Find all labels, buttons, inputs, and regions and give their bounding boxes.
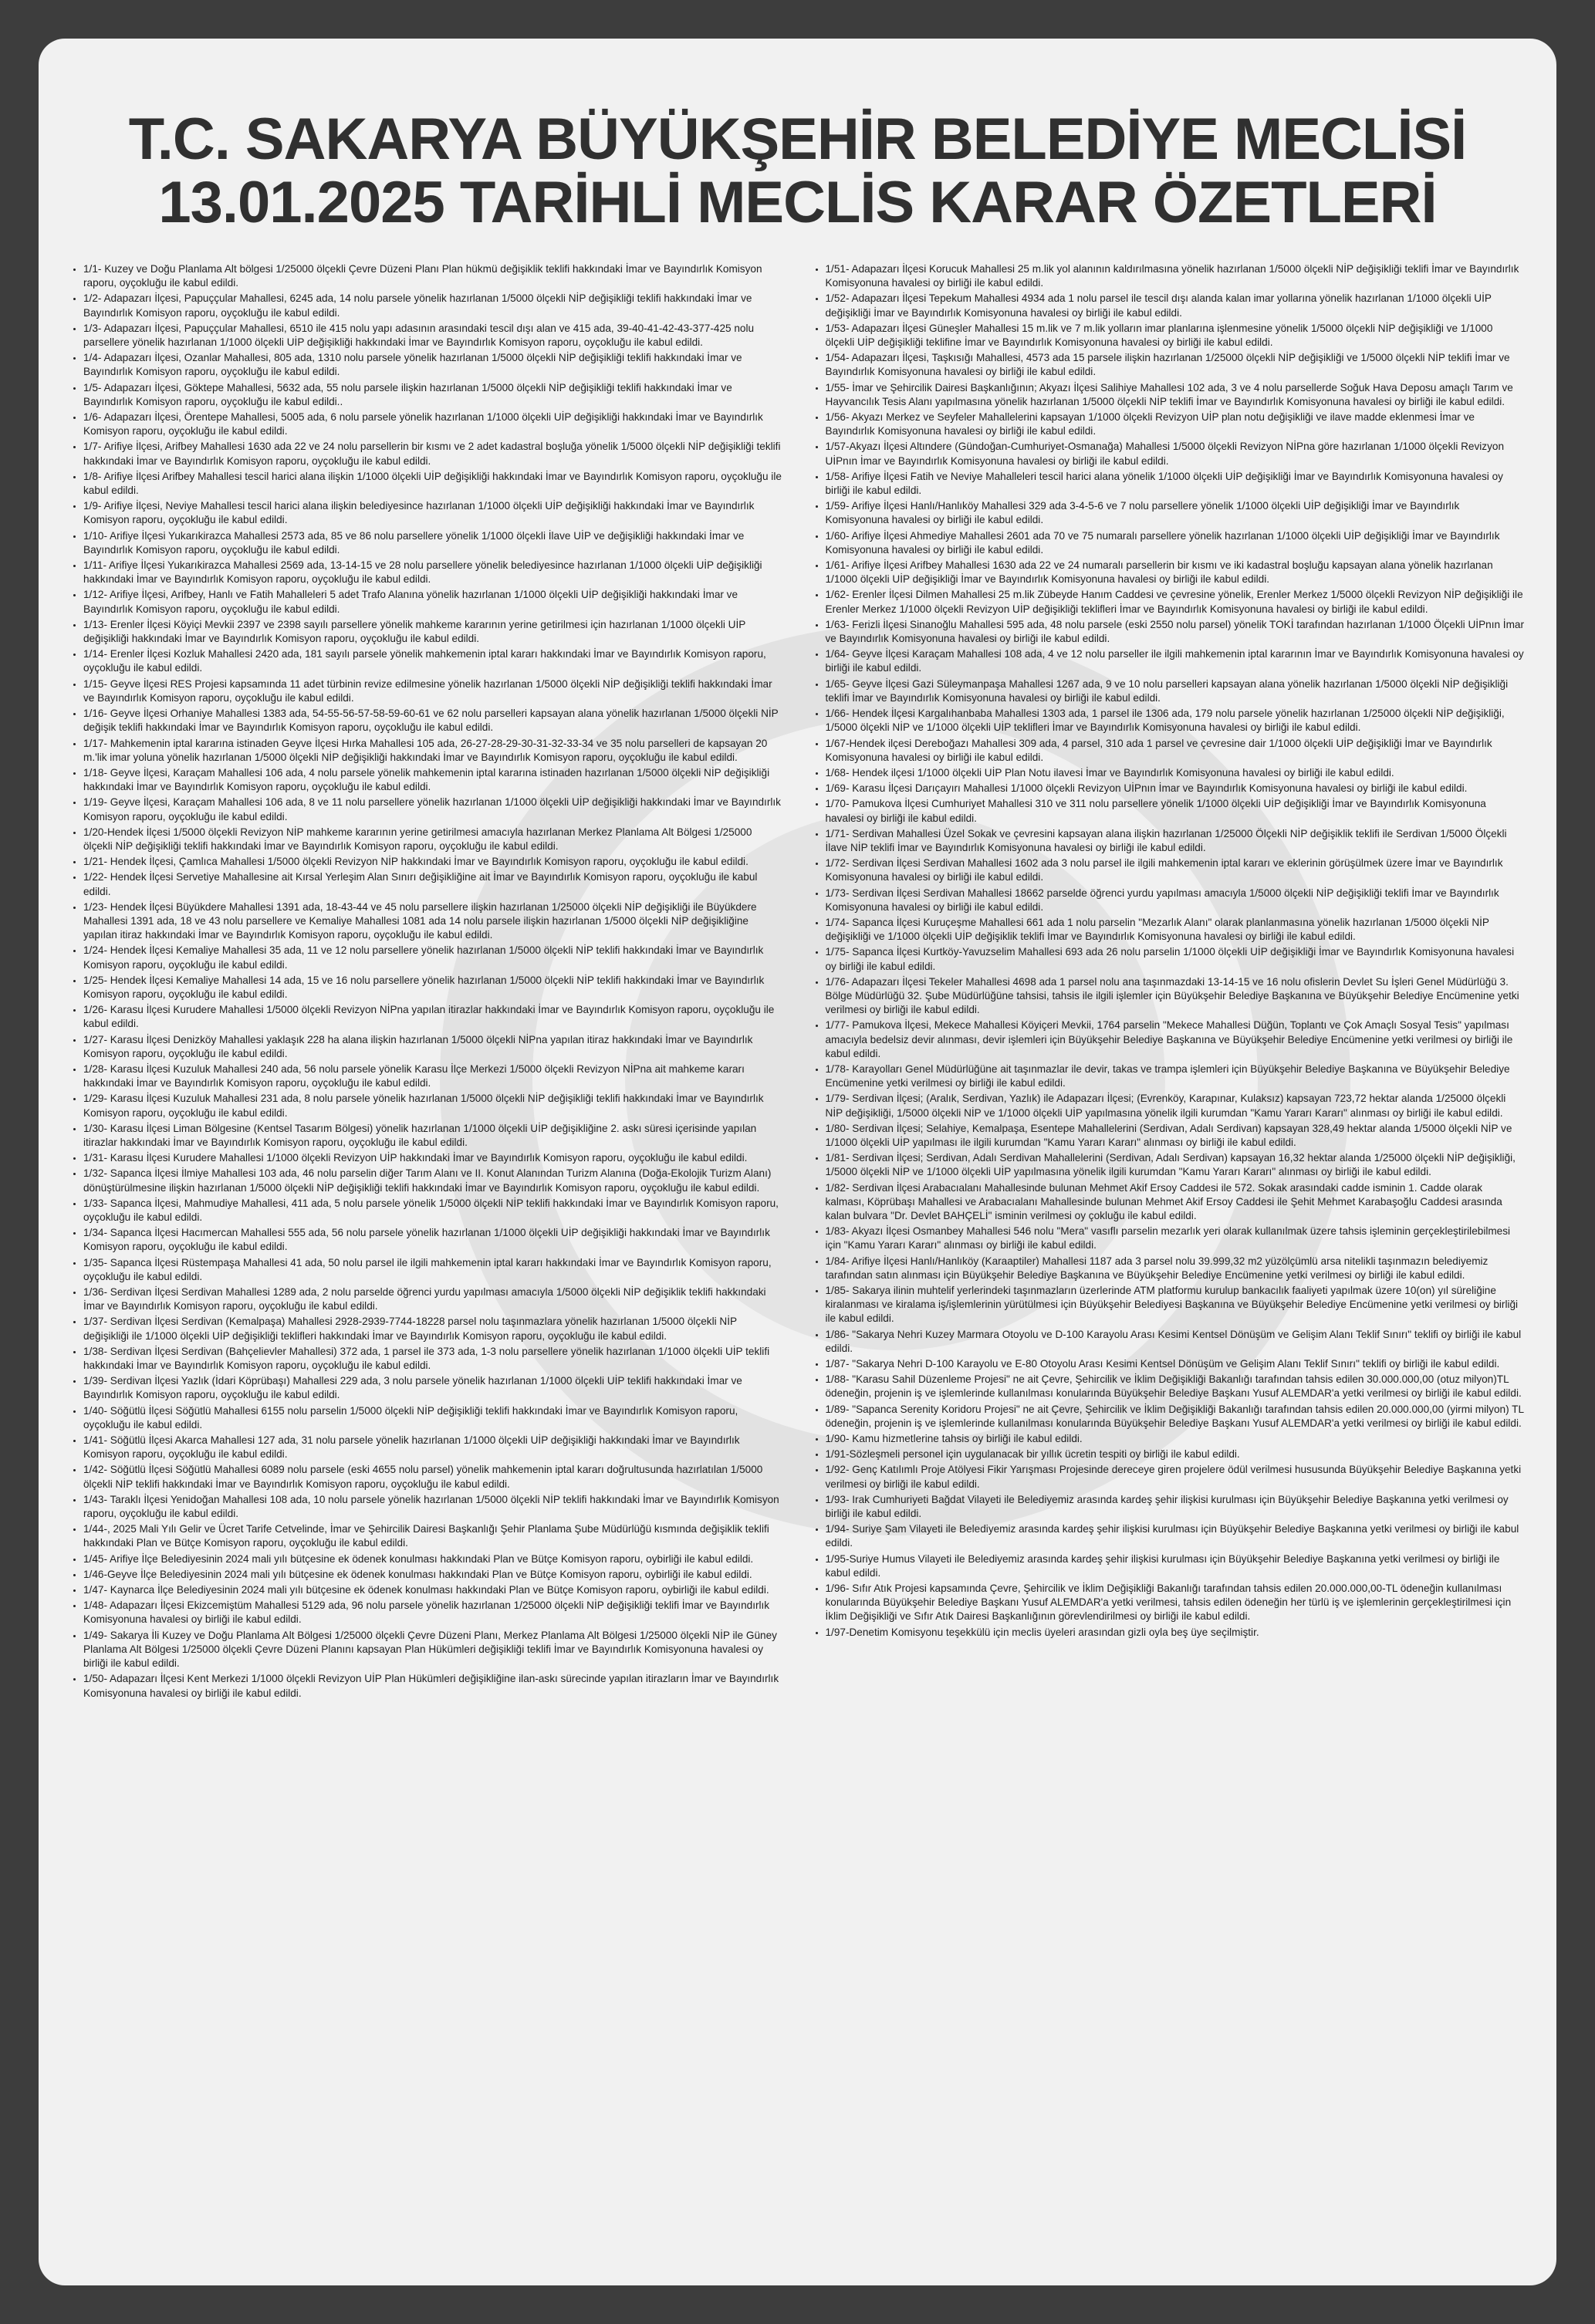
decision-item: • 1/18- Geyve İlçesi, Karaçam Mahallesi 106 ada, 4 nolu parsele yönelik mahkemenin iptal kararına istinaden hazırlanan 1/5000 ölçekli NİP değişikliği hakkındaki İmar ve Bayındırlık Komisyon raporu, oyçokluğu ile kabul edildi. bbox=[83, 766, 782, 794]
decision-item: • 1/39- Serdivan İlçesi Yazlık (İdari Köprübaşı) Mahallesi 229 ada, 3 nolu parsele yönelik hazırlanan 1/1000 ölçekli UİP teklifi hakkındaki İmar ve Bayındırlık Komisyon raporu, oyçokluğu ile kabul edildi. bbox=[83, 1374, 782, 1402]
decision-item: • 1/94- Suriye Şam Vilayeti ile Belediyemiz arasında kardeş şehir ilişkisi kurulması için Büyükşehir Belediye Başkanına yetki verilmesi oy birliği ile kabul edildi. bbox=[826, 1522, 1525, 1550]
decision-item: • 1/88- "Karasu Sahil Düzenleme Projesi" ne ait Çevre, Şehircilik ve İklim Değişikliği Bakanlığı tarafından tahsis edilen 30.000.000,00 (otuz milyon)TL ödeneğin, projenin iş ve işlemlerinde kullanılması konularında Büyükşehir Belediye Başkanı Yusuf ALEMDAR'a yetki verilmesi oy birliği ile kabul edildi. bbox=[826, 1373, 1525, 1400]
decision-item: • 1/59- Arifiye İlçesi Hanlı/Hanlıköy Mahallesi 329 ada 3-4-5-6 ve 7 nolu parsellere yönelik 1/1000 ölçekli UİP değişikliği İmar ve Bayındırlık Komisyonuna havalesi oy birliği ile kabul edildi. bbox=[826, 499, 1525, 527]
decision-item: • 1/41- Söğütlü İlçesi Akarca Mahallesi 127 ada, 31 nolu parsele yönelik hazırlanan 1/1000 ölçekli UİP değişikliği hakkındaki İmar ve Bayındırlık Komisyon raporu, oyçokluğu ile kabul edildi. bbox=[83, 1434, 782, 1461]
title-line-2: 13.01.2025 TARİHLİ MECLİS KARAR ÖZETLERİ bbox=[158, 170, 1437, 235]
decision-item: • 1/91-Sözleşmeli personel için uygulanacak bir yıllık ücretin tespiti oy birliği ile kabul edildi. bbox=[826, 1447, 1525, 1461]
decision-item: • 1/64- Geyve İlçesi Karaçam Mahallesi 108 ada, 4 ve 12 nolu parseller ile ilgili mahkemenin iptal kararının İmar ve Bayındırlık Komisyonuna havalesi oy birliği ile kabul edildi. bbox=[826, 647, 1525, 675]
decision-item: • 1/95-Suriye Humus Vilayeti ile Belediyemiz arasında kardeş şehir ilişkisi kurulması için Büyükşehir Belediye Başkanına yetki verilmesi oy birliği ile kabul edildi. bbox=[826, 1552, 1525, 1580]
decision-item: • 1/7- Arifiye İlçesi, Arifbey Mahallesi 1630 ada 22 ve 24 nolu parsellerin bir kısmı ve 2 adet kadastral boşluğa yönelik 1/5000 ölçekli NİP değişikliği teklifi hakkındaki İmar ve Bayındırlık Komisyon raporu, oyçokluğu ile kabul edildi. bbox=[83, 440, 782, 468]
decision-item: • 1/78- Karayolları Genel Müdürlüğüne ait taşınmazlar ile devir, takas ve trampa işlemleri için Büyükşehir Belediye Başkanına ve Büyükşehir Belediye Encümenine yetki verilmesi oy birliği ile kabul edildi. bbox=[826, 1062, 1525, 1090]
decision-item: • 1/28- Karasu İlçesi Kuzuluk Mahallesi 240 ada, 56 nolu parsele yönelik Karasu İlçe Merkezi 1/5000 ölçekli Revizyon NİPna ait mahkeme kararı hakkındaki İmar ve Bayındırlık Komisyon raporu, oyçokluğu ile kabul edildi. bbox=[83, 1062, 782, 1090]
decision-columns bbox=[71, 262, 1524, 2258]
decision-item: • 1/83- Akyazı İlçesi Osmanbey Mahallesi 546 nolu "Mera" vasıflı parselin mezarlık yeri olarak kullanılmak üzere tahsis işleminin gerçekleştirilebilmesi için "Kamu Yararı Kararı" alınması oy birliği ile kabul edildi. bbox=[826, 1224, 1525, 1252]
decision-item: • 1/93- Irak Cumhuriyeti Bağdat Vilayeti ile Belediyemiz arasında kardeş şehir ilişkisi kurulması için Büyükşehir Belediye Başkanına yetki verilmesi oy birliği ile kabul edildi. bbox=[826, 1493, 1525, 1521]
decision-item: • 1/47- Kaynarca İlçe Belediyesinin 2024 mali yılı bütçesine ek ödenek konulması hakkındaki Plan ve Bütçe Komisyon raporu, oybirliği ile kabul edildi. bbox=[83, 1583, 782, 1597]
title-line-1: T.C. SAKARYA BÜYÜKŞEHİR BELEDİYE MECLİSİ bbox=[128, 106, 1467, 172]
decision-item: • 1/67-Hendek ilçesi Dereboğazı Mahallesi 309 ada, 4 parsel, 310 ada 1 parsel ve çevresine dair 1/1000 ölçekli UİP değişikliği İmar ve Bayındırlık Komisyonuna havalesi oy birliği ile kabul edildi. bbox=[826, 737, 1525, 765]
decision-item: • 1/72- Serdivan İlçesi Serdivan Mahallesi 1602 ada 3 nolu parsel ile ilgili mahkemenin iptal kararı ve eklerinin görüşülmek üzere İmar ve Bayındırlık Komisyonuna havalesi oy birliği ile kabul edildi. bbox=[826, 856, 1525, 884]
decision-item: • 1/54- Adapazarı İlçesi, Taşkısığı Mahallesi, 4573 ada 15 parsele ilişkin hazırlanan 1/25000 ölçekli NİP değişikliği ve 1/5000 ölçekli NİP teklifi İmar ve Bayındırlık Komisyonuna havalesi oy birliği ile kabul edildi. bbox=[826, 351, 1525, 379]
decision-item: • 1/40- Söğütlü İlçesi Söğütlü Mahallesi 6155 nolu parselin 1/5000 ölçekli NİP değişikliği teklifi hakkındaki İmar ve Bayındırlık Komisyon raporu, oyçokluğu ile kabul edildi. bbox=[83, 1404, 782, 1432]
decision-item: • 1/97-Denetim Komisyonu teşekkülü için meclis üyeleri arasından gizli oyla beş üye seçilmiştir. bbox=[826, 1626, 1525, 1640]
decision-item: • 1/5- Adapazarı İlçesi, Göktepe Mahallesi, 5632 ada, 55 nolu parsele ilişkin hazırlanan 1/5000 ölçekli NİP değişikliği teklifi hakkındaki İmar ve Bayındırlık Komisyon raporu, oyçokluğu ile kabul edildi.. bbox=[83, 381, 782, 409]
decision-item: • 1/53- Adapazarı İlçesi Güneşler Mahallesi 15 m.lik ve 7 m.lik yolların imar planlarına işlenmesine yönelik 1/5000 ölçekli NİP değişikliği ve 1/1000 ölçekli UİP değişikliği teklifine İmar ve Bayındırlık Komisyonuna havalesi oy birliği ile kabul edildi. bbox=[826, 322, 1525, 350]
decision-item: • 1/68- Hendek ilçesi 1/1000 ölçekli UİP Plan Notu ilavesi İmar ve Bayındırlık Komisyonuna havalesi oy birliği ile kabul edildi. bbox=[826, 766, 1525, 780]
decision-item: • 1/44-, 2025 Mali Yılı Gelir ve Ücret Tarife Cetvelinde, İmar ve Şehircilik Dairesi Başkanlığı Şehir Planlama Şube Müdürlüğü kısmında değişiklik teklifi hakkındaki Plan ve Bütçe Komisyon raporu, oyçokluğu ile kabul edildi. bbox=[83, 1522, 782, 1550]
decision-item: • 1/60- Arifiye İlçesi Ahmediye Mahallesi 2601 ada 70 ve 75 numaralı parsellere yönelik hazırlanan 1/1000 ölçekli UİP değişikliği İmar ve Bayındırlık Komisyonuna havalesi oy birliği ile kabul edildi. bbox=[826, 529, 1525, 557]
decision-item: • 1/6- Adapazarı İlçesi, Örentepe Mahallesi, 5005 ada, 6 nolu parsele yönelik hazırlanan 1/1000 ölçekli UİP değişikliği hakkındaki İmar ve Bayındırlık Komisyon raporu, oyçokluğu ile kabul edildi. bbox=[83, 410, 782, 438]
decision-item: • 1/66- Hendek İlçesi Kargalıhanbaba Mahallesi 1303 ada, 1 parsel ile 1306 ada, 179 nolu parsele yönelik hazırlanan 1/25000 ölçekli NİP değişikliği, 1/5000 ölçekli NİP ve 1/1000 ölçekli UİP teklifleri İmar ve Bayındırlık Komisyonuna havalesi oy birliği ile kabul edildi. bbox=[826, 707, 1525, 735]
document-sheet bbox=[39, 39, 1556, 2285]
decision-item: • 1/17- Mahkemenin iptal kararına istinaden Geyve İlçesi Hırka Mahallesi 105 ada, 26-27-28-29-30-31-32-33-34 ve 35 nolu parselleri de kapsayan 20 m.'lik imar yoluna yönelik hazırlanan 1/5000 ölçekli NİP değişikliği hakkındaki İmar ve Bayındırlık Komisyon raporu, oyçokluğu ile kabul edildi. bbox=[83, 737, 782, 765]
decision-item: • 1/58- Arifiye İlçesi Fatih ve Neviye Mahalleleri tescil harici alana yönelik 1/1000 ölçekli UİP değişikliği İmar ve Bayındırlık Komisyonuna havalesi oy birliği ile kabul edildi. bbox=[826, 470, 1525, 498]
decision-item: • 1/13- Erenler İlçesi Köyiçi Mevkii 2397 ve 2398 sayılı parsellere yönelik mahkeme kararının yerine getirilmesi için hazırlanan 1/1000 ölçekli UİP değişikliği hakkındaki İmar ve Bayındırlık Komisyon raporu, oyçokluğu ile kabul edildi. bbox=[83, 618, 782, 646]
decision-item: • 1/11- Arifiye İlçesi Yukarıkirazca Mahallesi 2569 ada, 13-14-15 ve 28 nolu parsellere yönelik belediyesince hazırlanan 1/1000 ölçekli UİP değişikliği hakkındaki İmar ve Bayındırlık Komisyon raporu, oyçokluğu ile kabul edildi. bbox=[83, 559, 782, 586]
decision-item: • 1/26- Karasu İlçesi Kurudere Mahallesi 1/5000 ölçekli Revizyon NİPna yapılan itirazlar hakkındaki İmar ve Bayındırlık Komisyon raporu, oyçokluğu ile kabul edildi. bbox=[83, 1003, 782, 1031]
decision-item: • 1/36- Serdivan İlçesi Serdivan Mahallesi 1289 ada, 2 nolu parselde öğrenci yurdu yapılması amacıyla 1/5000 ölçekli NİP değişiklik teklifi hakkındaki İmar ve Bayındırlık Komisyon raporu, oyçokluğu ile kabul edildi. bbox=[83, 1285, 782, 1313]
decision-item: • 1/10- Arifiye İlçesi Yukarıkirazca Mahallesi 2573 ada, 85 ve 86 nolu parsellere yönelik 1/1000 ölçekli İlave UİP ve değişikliği hakkındaki İmar ve Bayındırlık Komisyon raporu, oyçokluğu ile kabul edildi. bbox=[83, 529, 782, 557]
right-column bbox=[813, 262, 1525, 2258]
decision-item: • 1/65- Geyve İlçesi Gazi Süleymanpaşa Mahallesi 1267 ada, 9 ve 10 nolu parselleri kapsayan alana yönelik hazırlanan 1/5000 ölçekli NİP değişikliği teklifi İmar ve Bayındırlık Komisyonuna havalesi oy birliği ile kabul edildi. bbox=[826, 677, 1525, 705]
decision-item: • 1/55- İmar ve Şehircilik Dairesi Başkanlığının; Akyazı İlçesi Salihiye Mahallesi 102 ada, 3 ve 4 nolu parsellerde Soğuk Hava Deposu amaçlı Tarım ve Hayvancılık Tesis Alanı yapılmasına yönelik hazırlanan 1/5000 ölçekli NİP teklifi İmar ve Bayındırlık Komisyonuna havalesi oy birliği ile kabul edildi. bbox=[826, 381, 1525, 409]
decision-item: • 1/23- Hendek İlçesi Büyükdere Mahallesi 1391 ada, 18-43-44 ve 45 nolu parsellere ilişkin hazırlanan 1/25000 ölçekli NİP değişikliği ile Büyükdere Mahallesi 1391 ada, 18 ve 43 nolu parsellere ve Kemaliye Mahallesi 1081 ada 14 nolu parsele ilişkin hazırlanan 1/5000 ölçekli NİP değişikliğine yapılan itiraz hakkındaki İmar ve Bayındırlık Komisyon raporu, oyçokluğu ile kabul edildi. bbox=[83, 900, 782, 943]
decision-item: • 1/33- Sapanca İlçesi, Mahmudiye Mahallesi, 411 ada, 5 nolu parsele yönelik 1/5000 ölçekli NİP teklifi hakkındaki İmar ve Bayındırlık Komisyon raporu, oyçokluğu ile kabul edildi. bbox=[83, 1197, 782, 1224]
decision-item: • 1/87- "Sakarya Nehri D-100 Karayolu ve E-80 Otoyolu Arası Kesimi Kentsel Dönüşüm ve Gelişim Alanı Teklif Sınırı" teklifi oy birliği ile kabul edildi. bbox=[826, 1357, 1525, 1371]
decision-item: • 1/12- Arifiye İlçesi, Arifbey, Hanlı ve Fatih Mahalleleri 5 adet Trafo Alanına yönelik hazırlanan 1/1000 ölçekli UİP değişikliği hakkındaki İmar ve Bayındırlık Komisyon raporu, oyçokluğu ile kabul edildi. bbox=[83, 588, 782, 616]
decision-item: • 1/57-Akyazı İlçesi Altındere (Gündoğan-Cumhuriyet-Osmanağa) Mahallesi 1/5000 ölçekli Revizyon NİPna göre hazırlanan 1/1000 ölçekli Revizyon UİPnın İmar ve Bayındırlık Komisyonuna havalesi oy birliği ile kabul edildi. bbox=[826, 440, 1525, 468]
decision-item: • 1/45- Arifiye İlçe Belediyesinin 2024 mali yılı bütçesine ek ödenek konulması hakkındaki Plan ve Bütçe Komisyon raporu, oybirliği ile kabul edildi. bbox=[83, 1552, 782, 1566]
decision-item: • 1/4- Adapazarı İlçesi, Ozanlar Mahallesi, 805 ada, 1310 nolu parsele yönelik hazırlanan 1/5000 ölçekli NİP değişikliği teklifi hakkındaki İmar ve Bayındırlık Komisyon raporu, oyçokluğu ile kabul edildi. bbox=[83, 351, 782, 379]
decision-item: • 1/90- Kamu hizmetlerine tahsis oy birliği ile kabul edildi. bbox=[826, 1432, 1525, 1446]
decision-item: • 1/9- Arifiye İlçesi, Neviye Mahallesi tescil harici alana ilişkin belediyesince hazırlanan 1/1000 ölçekli UİP değişikliği hakkındaki İmar ve Bayındırlık Komisyon raporu, oyçokluğu ile kabul edildi. bbox=[83, 499, 782, 527]
decision-item: • 1/32- Sapanca İlçesi İlmiye Mahallesi 103 ada, 46 nolu parselin diğer Tarım Alanı ve II. Konut Alanından Turizm Alanına (Doğa-Ekolojik Turizm Alanı) dönüştürülmesine ilişkin hazırlanan 1/5000 ölçekli NİP değişikliği teklifi hakkındaki İmar ve Bayındırlık Komisyon raporu, oyçokluğu ile kabul edildi. bbox=[83, 1167, 782, 1194]
decision-item: • 1/70- Pamukova İlçesi Cumhuriyet Mahallesi 310 ve 311 nolu parsellere yönelik 1/1000 ölçekli UİP değişikliği İmar ve Bayındırlık Komisyonuna havalesi oy birliği ile kabul edildi. bbox=[826, 797, 1525, 825]
decision-item: • 1/76- Adapazarı İlçesi Tekeler Mahallesi 4698 ada 1 parsel nolu ana taşınmazdaki 13-14-15 ve 16 nolu ofislerin Devlet Su İşleri Genel Müdürlüğü 3. Bölge Müdürlüğü 32. Şube Müdürlüğüne tahsisi, tahsis ile ilgili işlemler için Büyükşehir Belediye Başkanına ve Büyükşehir Belediye Encümenine yetki verilmesi oy birliği ile kabul edildi. bbox=[826, 975, 1525, 1018]
decision-item: • 1/22- Hendek İlçesi Servetiye Mahallesine ait Kırsal Yerleşim Alan Sınırı değişikliğine ait İmar ve Bayındırlık Komisyon raporu, oyçokluğu ile kabul edildi. bbox=[83, 870, 782, 898]
left-decision-list bbox=[71, 262, 782, 1701]
decision-item: • 1/62- Erenler İlçesi Dilmen Mahallesi 25 m.lik Zübeyde Hanım Caddesi ve çevresine yönelik, Erenler Merkez 1/5000 ölçekli Revizyon NİP değişikliği ile Erenler Merkez 1/1000 ölçekli Revizyon UİP değişikliği teklifleri İmar ve Bayındırlık Komisyonuna havalesi oy birliği ile kabul edildi. bbox=[826, 588, 1525, 616]
decision-item: • 1/80- Serdivan İlçesi; Selahiye, Kemalpaşa, Esentepe Mahallelerini (Serdivan, Adalı Serdivan) kapsayan 328,49 hektar alanda 1/5000 ölçekli NİP ve 1/1000 ölçekli UİP yapılması ile ilgili kurumdan "Kamu Yararı Kararı" alınması oy birliği ile kabul edildi. bbox=[826, 1122, 1525, 1150]
decision-item: • 1/92- Genç Katılımlı Proje Atölyesi Fikir Yarışması Projesinde dereceye giren projelere ödül verilmesi hususunda Büyükşehir Belediye Başkanına yetki verilmesi oy birliği ile kabul edildi. bbox=[826, 1463, 1525, 1491]
decision-item: • 1/86- "Sakarya Nehri Kuzey Marmara Otoyolu ve D-100 Karayolu Arası Kesimi Kentsel Dönüşüm ve Gelişim Alanı Teklif Sınırı" teklifi oy birliği ile kabul edildi. bbox=[826, 1328, 1525, 1356]
decision-item: • 1/81- Serdivan İlçesi; Serdivan, Adalı Serdivan Mahallelerini (Serdivan, Adalı Serdivan) kapsayan 16,32 hektar alanda 1/25000 ölçekli NİP değişikliği, 1/5000 ölçekli NİP ve 1/1000 ölçekli UİP yapılmasına yönelik ilgili kurumdan "Kamu Yararı Kararı" alınması oy birliği ile kabul edildi. bbox=[826, 1151, 1525, 1179]
decision-item: • 1/43- Taraklı İlçesi Yenidoğan Mahallesi 108 ada, 10 nolu parsele yönelik hazırlanan 1/5000 ölçekli NİP teklifi hakkındaki İmar ve Bayındırlık Komisyon raporu, oyçokluğu ile kabul edildi. bbox=[83, 1493, 782, 1521]
decision-item: • 1/89- "Sapanca Serenity Koridoru Projesi" ne ait Çevre, Şehircilik ve İklim Değişikliği Bakanlığı tarafından tahsis edilen 20.000.000,00 (yirmi milyon) TL ödeneğin, projenin iş ve işlemlerinde kullanılması konularında Büyükşehir Belediye Başkanı Yusuf ALEMDAR'a yetki verilmesi oy birliği ile kabul edildi. bbox=[826, 1403, 1525, 1431]
decision-item: • 1/20-Hendek İlçesi 1/5000 ölçekli Revizyon NİP mahkeme kararının yerine getirilmesi amacıyla hazırlanan Merkez Planlama Alt Bölgesi 1/25000 ölçekli NİP değişikliği teklifi hakkındaki İmar ve Bayındırlık Komisyon raporu, oyçokluğu ile kabul edildi. bbox=[83, 826, 782, 853]
decision-item: • 1/27- Karasu İlçesi Denizköy Mahallesi yaklaşık 228 ha alana ilişkin hazırlanan 1/5000 ölçekli NİPna yapılan itiraz hakkındaki İmar ve Bayındırlık Komisyon raporu, oyçokluğu ile kabul edildi. bbox=[83, 1033, 782, 1061]
left-column bbox=[71, 262, 782, 2258]
decision-item: • 1/30- Karasu İlçesi Liman Bölgesine (Kentsel Tasarım Bölgesi) yönelik hazırlanan 1/1000 ölçekli UİP değişikliğine 2. askı süresi içerisinde yapılan itirazlar hakkındaki İmar ve Bayındırlık Komisyon raporu, oyçokluğu ile kabul edildi. bbox=[83, 1122, 782, 1150]
decision-item: • 1/61- Arifiye İlçesi Arifbey Mahallesi 1630 ada 22 ve 24 numaralı parsellerin bir kısmı ve iki kadastral boşluğu kapsayan alana yönelik hazırlanan 1/1000 ölçekli UİP değişikliği İmar ve Bayındırlık Komisyonuna havalesi oy birliği ile kabul edildi. bbox=[826, 559, 1525, 586]
decision-item: • 1/8- Arifiye İlçesi Arifbey Mahallesi tescil harici alana ilişkin 1/1000 ölçekli UİP değişikliği hakkındaki İmar ve Bayındırlık Komisyon raporu, oyçokluğu ile kabul edildi. bbox=[83, 470, 782, 498]
decision-item: • 1/69- Karasu İlçesi Darıçayırı Mahallesi 1/1000 ölçekli Revizyon UİPnın İmar ve Bayındırlık Komisyonuna havalesi oy birliği ile kabul edildi. bbox=[826, 782, 1525, 795]
decision-item: • 1/1- Kuzey ve Doğu Planlama Alt bölgesi 1/25000 ölçekli Çevre Düzeni Planı Plan hükmü değişiklik teklifi hakkındaki İmar ve Bayındırlık Komisyon raporu, oyçokluğu ile kabul edildi. bbox=[83, 262, 782, 290]
decision-item: • 1/77- Pamukova İlçesi, Mekece Mahallesi Köyiçeri Mevkii, 1764 parselin "Mekece Mahallesi Düğün, Toplantı ve Çok Amaçlı Sosyal Tesis" yapılması amacıyla bedelsiz devir alınması, devir işlemleri için Büyükşehir Belediye Başkanına ve Büyükşehir Belediye Encümenine yetki verilmesi oy birliği ile kabul edildi. bbox=[826, 1018, 1525, 1061]
decision-item: • 1/35- Sapanca İlçesi Rüstempaşa Mahallesi 41 ada, 50 nolu parsel ile ilgili mahkemenin iptal kararı hakkındaki İmar ve Bayındırlık Komisyon raporu, oyçokluğu ile kabul edildi. bbox=[83, 1256, 782, 1284]
decision-item: • 1/71- Serdivan Mahallesi Üzel Sokak ve çevresini kapsayan alana ilişkin hazırlanan 1/25000 Ölçekli NİP değişiklik teklifi ile Serdivan 1/5000 Ölçekli İlave NİP teklifi İmar ve Bayındırlık Komisyonuna havalesi oy birliği ile kabul edildi. bbox=[826, 827, 1525, 855]
decision-item: • 1/84- Arifiye İlçesi Hanlı/Hanlıköy (Karaaptiler) Mahallesi 1187 ada 3 parsel nolu 39.999,32 m2 yüzölçümlü arsa nitelikli taşınmazın belediyemiz tarafından satın alınması için Büyükşehir Belediye Başkanına ve Büyükşehir Belediye Encümenine yetki verilmesi oy birliği ile kabul edildi. bbox=[826, 1255, 1525, 1282]
decision-item: • 1/31- Karasu İlçesi Kurudere Mahallesi 1/1000 ölçekli Revizyon UİP hakkındaki İmar ve Bayındırlık Komisyon raporu, oyçokluğu ile kabul edildi. bbox=[83, 1151, 782, 1165]
decision-item: • 1/29- Karasu İlçesi Kuzuluk Mahallesi 231 ada, 8 nolu parsele yönelik hazırlanan 1/5000 ölçekli NİP değişikliği teklifi hakkındaki İmar ve Bayındırlık Komisyon raporu, oyçokluğu ile kabul edildi. bbox=[83, 1092, 782, 1120]
decision-item: • 1/15- Geyve İlçesi RES Projesi kapsamında 11 adet türbinin revize edilmesine yönelik hazırlanan 1/5000 ölçekli NİP değişikliği teklifi hakkındaki İmar ve Bayındırlık Komisyon raporu, oyçokluğu ile kabul edildi. bbox=[83, 677, 782, 705]
decision-item: • 1/75- Sapanca İlçesi Kurtköy-Yavuzselim Mahallesi 693 ada 26 nolu parselin 1/1000 ölçekli UİP değişikliği İmar ve Bayındırlık Komisyonuna havalesi oy birliği ile kabul edildi. bbox=[826, 945, 1525, 973]
decision-item: • 1/52- Adapazarı İlçesi Tepekum Mahallesi 4934 ada 1 nolu parsel ile tescil dışı alanda kalan imar yollarına yönelik hazırlanan 1/1000 ölçekli UİP değişikliği İmar ve Bayındırlık Komisyonuna havalesi oy birliği ile kabul edildi. bbox=[826, 292, 1525, 319]
decision-item: • 1/19- Geyve İlçesi, Karaçam Mahallesi 106 ada, 8 ve 11 nolu parsellere yönelik hazırlanan 1/1000 ölçekli UİP değişikliği hakkındaki İmar ve Bayındırlık Komisyon raporu, oyçokluğu ile kabul edildi. bbox=[83, 795, 782, 823]
decision-item: • 1/3- Adapazarı İlçesi, Papuççular Mahallesi, 6510 ile 415 nolu yapı adasının arasındaki tescil dışı alan ve 415 ada, 39-40-41-42-43-377-425 nolu parsellere yönelik hazırlanan 1/1000 ölçekli UİP değişikliği hakkındaki İmar ve Bayındırlık Komisyon raporu, oyçokluğu ile kabul edildi. bbox=[83, 322, 782, 350]
decision-item: • 1/14- Erenler İlçesi Kozluk Mahallesi 2420 ada, 181 sayılı parsele yönelik mahkemenin iptal kararı hakkındaki İmar ve Bayındırlık Komisyon raporu, oyçokluğu ile kabul edildi. bbox=[83, 647, 782, 675]
decision-item: • 1/24- Hendek İlçesi Kemaliye Mahallesi 35 ada, 11 ve 12 nolu parsellere yönelik hazırlanan 1/5000 ölçekli NİP teklifi hakkındaki İmar ve Bayındırlık Komisyon raporu, oyçokluğu ile kabul edildi. bbox=[83, 944, 782, 971]
decision-item: • 1/73- Serdivan İlçesi Serdivan Mahallesi 18662 parselde öğrenci yurdu yapılması amacıyla 1/5000 ölçekli NİP değişikliği teklifi İmar ve Bayındırlık Komisyonuna havalesi oy birliği ile kabul edildi. bbox=[826, 887, 1525, 914]
decision-item: • 1/63- Ferizli İlçesi Sinanoğlu Mahallesi 595 ada, 48 nolu parsele (eski 2550 nolu parsel) yönelik TOKİ tarafından hazırlanan 1/1000 Ölçekli UİPnın İmar ve Bayındırlık Komisyonuna havalesi oy birliği ile kabul edildi. bbox=[826, 618, 1525, 646]
decision-item: • 1/34- Sapanca İlçesi Hacımercan Mahallesi 555 ada, 56 nolu parsele yönelik hazırlanan 1/1000 ölçekli UİP değişikliği hakkındaki İmar ve Bayındırlık Komisyon raporu, oyçokluğu ile kabul edildi. bbox=[83, 1226, 782, 1254]
decision-item: • 1/42- Söğütlü İlçesi Söğütlü Mahallesi 6089 nolu parsele (eski 4655 nolu parsel) yönelik mahkemenin iptal kararı doğrultusunda hazırlatılan 1/5000 ölçekli NİP teklifi hakkındaki İmar ve Bayındırlık Komisyon raporu, oyçokluğu ile kabul edildi. bbox=[83, 1463, 782, 1491]
decision-item: • 1/49- Sakarya İli Kuzey ve Doğu Planlama Alt Bölgesi 1/25000 ölçekli Çevre Düzeni Planı, Merkez Planlama Alt Bölgesi 1/25000 ölçekli NİP ile Güney Planlama Alt Bölgesi 1/25000 ölçekli Çevre Düzeni Planını kapsayan Plan Hükümleri değişikliği teklifi İmar ve Bayındırlık Komisyonuna havalesi oy birliği ile kabul edildi. bbox=[83, 1629, 782, 1671]
decision-item: • 1/46-Geyve İlçe Belediyesinin 2024 mali yılı bütçesine ek ödenek konulması hakkındaki Plan ve Bütçe Komisyon raporu, oybirliği ile kabul edildi. bbox=[83, 1568, 782, 1582]
decision-item: • 1/37- Serdivan İlçesi Serdivan (Kemalpaşa) Mahallesi 2928-2939-7744-18228 parsel nolu taşınmazlara yönelik hazırlanan 1/5000 ölçekli NİP değişikliği ile 1/1000 ölçekli UİP değişikliği teklifleri hakkındaki İmar ve Bayındırlık Komisyon raporu, oyçokluğu ile kabul edildi. bbox=[83, 1315, 782, 1343]
decision-item: • 1/2- Adapazarı İlçesi, Papuççular Mahallesi, 6245 ada, 14 nolu parsele yönelik hazırlanan 1/5000 ölçekli NİP değişikliği teklifi hakkındaki İmar ve Bayındırlık Komisyon raporu, oyçokluğu ile kabul edildi. bbox=[83, 292, 782, 319]
decision-item: • 1/16- Geyve İlçesi Orhaniye Mahallesi 1383 ada, 54-55-56-57-58-59-60-61 ve 62 nolu parselleri kapsayan alana yönelik hazırlanan 1/5000 ölçekli NİP değişik teklifi hakkındaki İmar ve Bayındırlık Komisyon raporu, oyçokluğu ile kabul edildi. bbox=[83, 707, 782, 735]
decision-item: • 1/56- Akyazı Merkez ve Seyfeler Mahallelerini kapsayan 1/1000 ölçekli Revizyon UİP plan notu değişikliği ve ilave madde eklenmesi İmar ve Bayındırlık Komisyonuna havalesi oy birliği ile kabul edildi. bbox=[826, 410, 1525, 438]
decision-item: • 1/96- Sıfır Atık Projesi kapsamında Çevre, Şehircilik ve İklim Değişikliği Bakanlığı tarafından tahsis edilen 20.000.000,00-TL ödeneğin kullanılması konularında Büyükşehir Belediye Başkanı Yusuf ALEMDAR'a yetki verilmesi, tahsis edilen ödeneğin her türlü iş ve işlemlerinin gerçekleştirilmesi için İklim Değişikliği ve Sıfır Atık Dairesi Başkanlığının görevlendirilmesi oy birliği ile kabul edildi. bbox=[826, 1582, 1525, 1624]
decision-item: • 1/21- Hendek İlçesi, Çamlıca Mahallesi 1/5000 ölçekli Revizyon NİP hakkındaki İmar ve Bayındırlık Komisyon raporu, oyçokluğu ile kabul edildi. bbox=[83, 855, 782, 869]
decision-item: • 1/48- Adapazarı İlçesi Ekizcemiştüm Mahallesi 5129 ada, 96 nolu parsele yönelik hazırlanan 1/25000 ölçekli NİP değişikliği teklifi İmar ve Bayındırlık Komisyonuna havalesi oy birliği ile kabul edildi. bbox=[83, 1599, 782, 1626]
decision-item: • 1/74- Sapanca İlçesi Kuruçeşme Mahallesi 661 ada 1 nolu parselin "Mezarlık Alanı" olarak planlanmasına yönelik hazırlanan 1/5000 ölçekli NİP değişikliği ve 1/1000 ölçekli UİP değişiklik teklifi İmar ve Bayındırlık Komisyonuna havalesi oy birliği ile kabul edildi. bbox=[826, 916, 1525, 944]
decision-item: • 1/79- Serdivan İlçesi; (Aralık, Serdivan, Yazlık) ile Adapazarı İlçesi; (Evrenköy, Karapınar, Kulaksız) kapsayan 723,72 hektar alanda 1/25000 ölçekli NİP değişikliği, 1/5000 ölçekli NİP ve 1/1000 ölçekli UİP yapılmasına yönelik ilgili kurumdan "Kamu Yararı Kararı" alınması oy birliği ile kabul edildi. bbox=[826, 1092, 1525, 1120]
decision-item: • 1/51- Adapazarı İlçesi Korucuk Mahallesi 25 m.lik yol alanının kaldırılmasına yönelik hazırlanan 1/5000 ölçekli NİP değişikliği teklifi İmar ve Bayındırlık Komisyonuna havalesi oy birliği ile kabul edildi. bbox=[826, 262, 1525, 290]
right-decision-list bbox=[813, 262, 1525, 1640]
decision-item: • 1/38- Serdivan İlçesi Serdivan (Bahçelievler Mahallesi) 372 ada, 1 parsel ile 373 ada, 1-3 nolu parsellere yönelik hazırlanan 1/1000 ölçekli UİP teklifi hakkındaki İmar ve Bayındırlık Komisyon raporu, oyçokluğu ile kabul edildi. bbox=[83, 1345, 782, 1373]
decision-item: • 1/50- Adapazarı İlçesi Kent Merkezi 1/1000 ölçekli Revizyon UİP Plan Hükümleri değişikliğine ilan-askı sürecinde yapılan itirazların İmar ve Bayındırlık Komisyonuna havalesi oy birliği ile kabul edildi. bbox=[83, 1672, 782, 1700]
decision-item: • 1/25- Hendek İlçesi Kemaliye Mahallesi 14 ada, 15 ve 16 nolu parsellere yönelik hazırlanan 1/5000 ölçekli NİP teklifi hakkındaki İmar ve Bayındırlık Komisyon raporu, oyçokluğu ile kabul edildi. bbox=[83, 974, 782, 1002]
decision-item: • 1/85- Sakarya ilinin muhtelif yerlerindeki taşınmazların üzerlerinde ATM platformu kurulup bankacılık faaliyeti yapılmak üzere 10(on) yıl süreliğine kiralanması ve kiralama iş/işlemlerinin yürütülmesi için Büyükşehir Belediyesi Başkanına ve Büyükşehir Belediye Encümenine yetki verilmesi oy birliği ile kabul edildi. bbox=[826, 1284, 1525, 1326]
decision-item: • 1/82- Serdivan İlçesi Arabacıalanı Mahallesinde bulunan Mehmet Akif Ersoy Caddesi ile 572. Sokak arasındaki cadde isminin 1. Cadde olarak kalması, Köprübaşı Mahallesi ve Arabacıalanı Mahallesinde bulunan Mehmet Akif Ersoy Caddesi ile Şehit Mehmet Karabaşoğlu Caddesi arasında kalan bulvara "Dr. Devlet BAHÇELİ" isminin verilmesi oy çokluğu ile kabul edildi. bbox=[826, 1181, 1525, 1224]
